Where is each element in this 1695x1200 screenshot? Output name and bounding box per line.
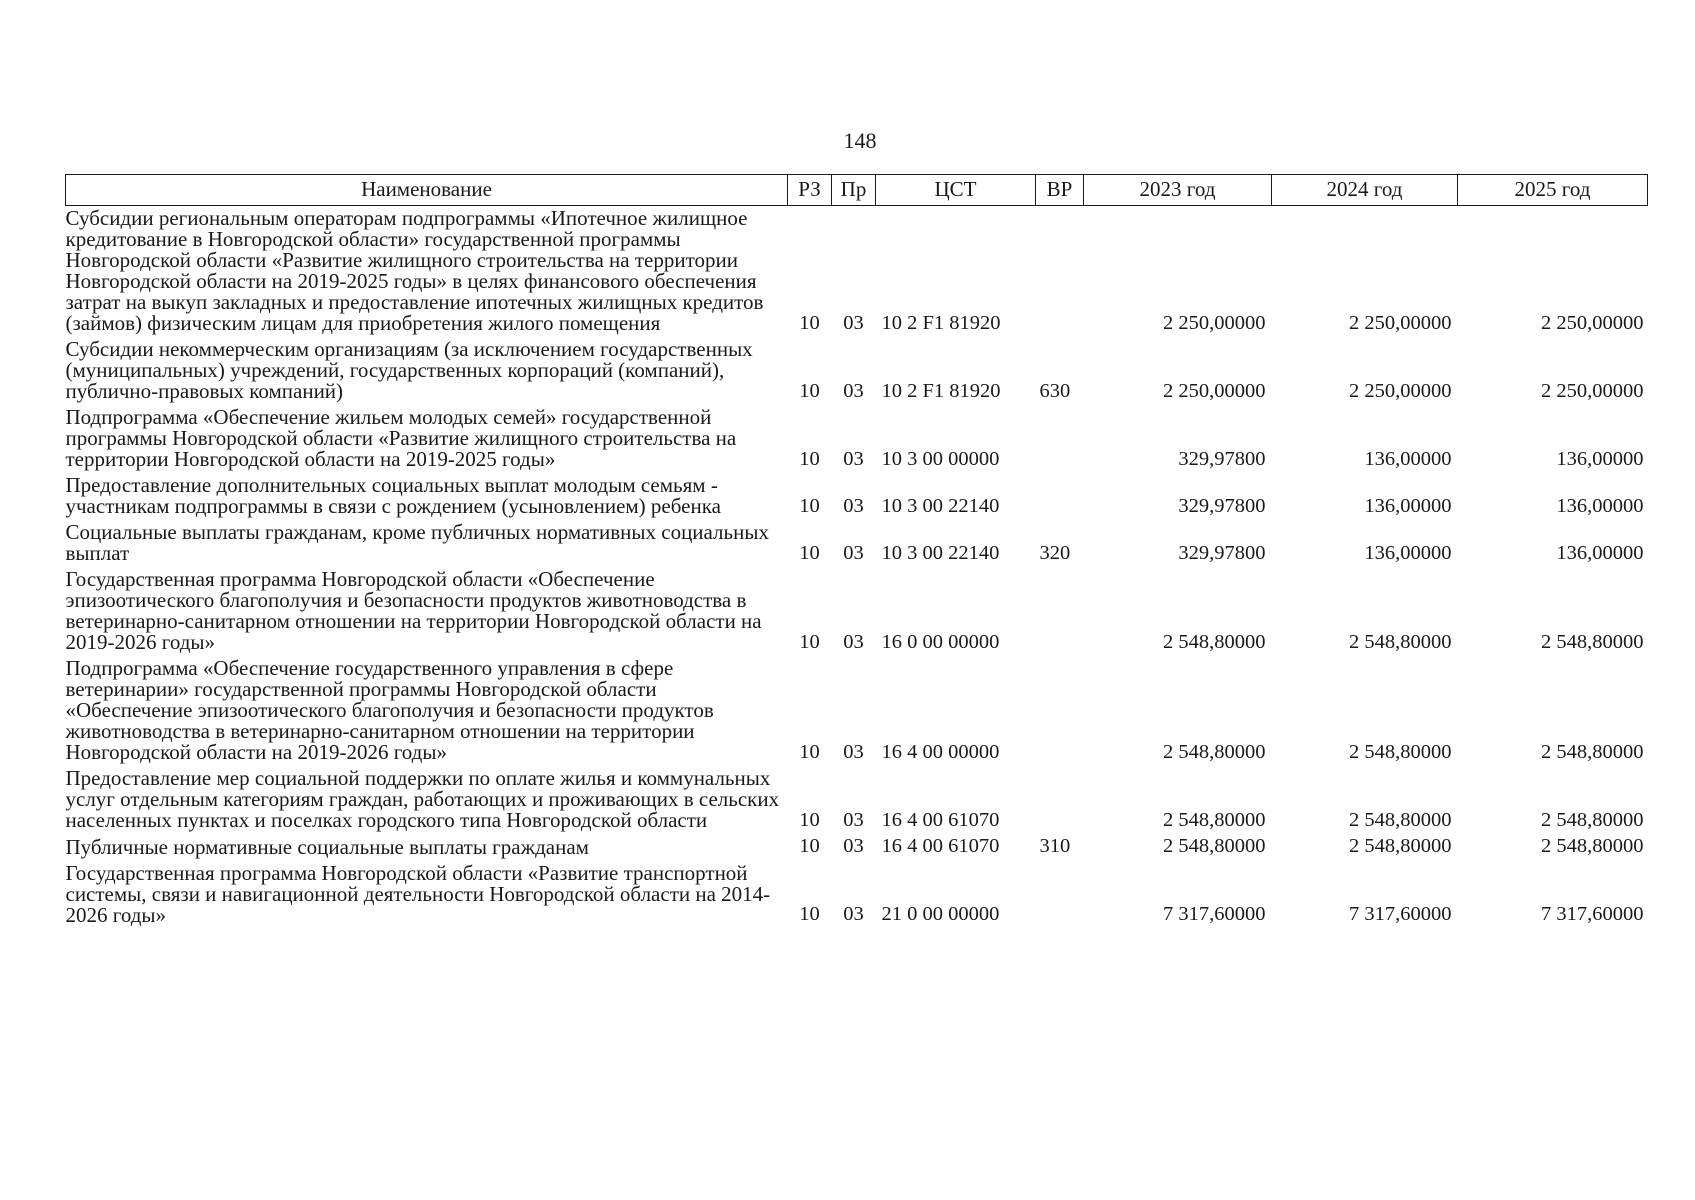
row-rz: 10 [799,835,820,857]
header-vr: ВР [1036,175,1084,206]
row-2025: 2 250,00000 [1541,311,1644,334]
row-vr [1036,861,1084,929]
row-pr: 03 [843,630,864,653]
table-header [66,175,1648,206]
row-cst: 16 0 00 00000 [881,630,1000,653]
header-2024: 2024 год [1272,175,1458,206]
header-2025: 2025 год [1458,175,1648,206]
row-vr: 630 [1039,379,1071,402]
row-cst: 21 0 00 00000 [881,903,1000,925]
row-cst: 10 3 00 22140 [881,494,1000,517]
row-rz: 10 [799,630,820,653]
row-2023: 7 317,60000 [1163,903,1266,925]
row-vr: 320 [1039,541,1071,564]
page-number: 148 [843,128,877,153]
table-row [66,337,1648,405]
row-2025: 136,00000 [1556,541,1644,564]
row-cst: 10 2 F1 81920 [881,379,1001,402]
header-2023: 2023 год [1084,175,1272,206]
row-cst: 10 2 F1 81920 [881,311,1001,334]
row-2023: 2 250,00000 [1163,311,1266,334]
row-2023: 2 250,00000 [1163,379,1266,402]
row-name: Подпрограмма «Обеспечение жильем молодых семей» государственной программы Новгородской области «Развитие жилищного строительства на территории Новгородской области на 2019-2025 годы» [65,405,737,471]
header-rz: РЗ [788,175,832,206]
row-cst: 16 4 00 00000 [881,740,1000,763]
row-rz: 10 [799,447,820,470]
row-cst: 16 4 00 61070 [881,808,1000,831]
row-2025: 136,00000 [1556,447,1644,470]
row-name: Подпрограмма «Обеспечение государственного управления в сфере ветеринарии» государственной программы Новгородской области «Обеспечение эпизоотического благополучия и безопасности продуктов животноводства в ветеринарно-санитарном отношении на территории Новгородской области на 2019-2026 годы» [65,656,714,764]
row-2023: 2 548,80000 [1163,835,1266,857]
header-name: Наименование [66,175,788,206]
row-name: Государственная программа Новгородской области «Развитие транспортной системы, связи и навигационной деятельности Новгородской области на 2014-2026 годы» [65,860,771,927]
row-2025: 2 548,80000 [1541,808,1644,831]
row-rz: 10 [799,541,820,564]
row-rz: 10 [799,808,820,831]
table-row [66,405,1648,473]
table-row [66,861,1648,929]
row-rz: 10 [799,740,820,763]
table-row [66,520,1648,567]
row-2025: 7 317,60000 [1541,903,1644,925]
row-2023: 329,97800 [1178,494,1266,517]
row-2024: 2 548,80000 [1349,740,1452,763]
row-rz: 10 [799,311,820,334]
row-pr: 03 [843,835,864,857]
row-2023: 2 548,80000 [1163,630,1266,653]
row-pr: 03 [843,541,864,564]
row-2024: 136,00000 [1364,447,1452,470]
row-pr: 03 [843,740,864,763]
row-2024: 2 548,80000 [1349,630,1452,653]
row-vr [1036,656,1084,766]
row-cst: 16 4 00 61070 [881,835,1000,857]
row-2024: 136,00000 [1364,494,1452,517]
table-row [66,206,1648,338]
row-2023: 329,97800 [1178,447,1266,470]
row-vr [1036,567,1084,656]
row-vr [1036,206,1084,338]
row-2024: 2 250,00000 [1349,379,1452,402]
row-pr: 03 [843,903,864,925]
table-row [66,473,1648,520]
row-name: Публичные нормативные социальные выплаты гражданам [65,834,589,859]
row-2023: 2 548,80000 [1163,808,1266,831]
row-name: Государственная программа Новгородской области «Обеспечение эпизоотического благополучия и безопасности продуктов животноводства в ветеринарно-санитарном отношении на территории Новгородской области на 2019-2026 годы» [65,567,762,654]
header-cst: ЦСТ [876,175,1036,206]
row-vr: 310 [1039,835,1071,857]
row-vr [1036,473,1084,520]
row-2024: 7 317,60000 [1349,903,1452,925]
row-2025: 2 548,80000 [1541,835,1644,857]
row-cst: 10 3 00 22140 [881,541,1000,564]
row-rz: 10 [799,379,820,402]
row-rz: 10 [799,494,820,517]
row-pr: 03 [843,808,864,831]
row-name: Субсидии региональным операторам подпрограммы «Ипотечное жилищное кредитование в Новгородской области» государственной программы Новгородской области «Развитие жилищного строительства на территории Новгородской области на 2019-2025 годы» в целях финансового обеспечения затрат на выкуп закладных и предоставление ипотечных жилищных кредитов (займов) физическим лицам для приобретения жилого помещения [65,206,764,335]
table-row [66,834,1648,861]
row-2023: 2 548,80000 [1163,740,1266,763]
row-2024: 2 250,00000 [1349,311,1452,334]
table-row [66,656,1648,766]
row-2024: 2 548,80000 [1349,808,1452,831]
row-rz: 10 [799,903,820,925]
row-pr: 03 [843,311,864,334]
row-name: Социальные выплаты гражданам, кроме публичных нормативных социальных выплат [65,520,769,565]
row-2025: 2 548,80000 [1541,630,1644,653]
budget-table [65,174,1648,929]
row-vr [1036,766,1084,834]
row-name: Предоставление мер социальной поддержки по оплате жилья и коммунальных услуг отдельным категориям граждан, работающих и проживающих в сельских населенных пунктах и поселках городского типа Новгородской области [65,766,780,832]
table-body [66,206,1648,929]
row-cst: 10 3 00 00000 [881,447,1000,470]
row-name: Предоставление дополнительных социальных выплат молодым семьям - участникам подпрограммы в связи с рождением (усыновлением) ребенка [65,473,721,518]
row-2025: 136,00000 [1556,494,1644,517]
row-2023: 329,97800 [1178,541,1266,564]
row-2025: 2 250,00000 [1541,379,1644,402]
table-row [66,766,1648,834]
row-pr: 03 [843,379,864,402]
row-2025: 2 548,80000 [1541,740,1644,763]
row-2024: 136,00000 [1364,541,1452,564]
header-pr: Пр [832,175,876,206]
row-pr: 03 [843,494,864,517]
row-2024: 2 548,80000 [1349,835,1452,857]
row-vr [1036,405,1084,473]
row-name: Субсидии некоммерческим организациям (за исключением государственных (муниципальных) учреждений, государственных корпораций (компаний), публично-правовых компаний) [65,337,753,403]
table-row [66,567,1648,656]
row-pr: 03 [843,447,864,470]
